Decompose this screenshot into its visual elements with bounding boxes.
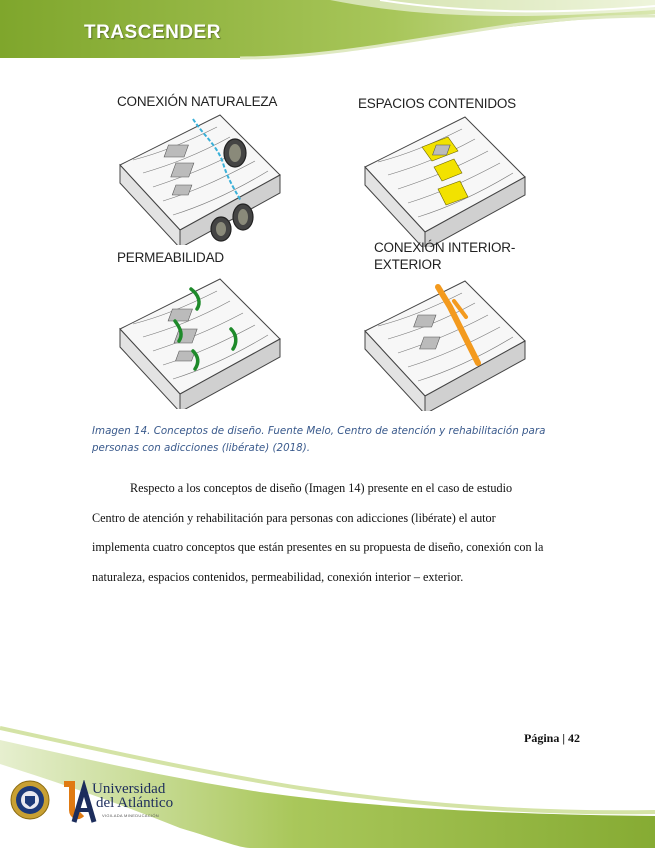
tree-icon [233,204,253,230]
university-subtitle: VIGILADA MINEDUCACIÓN [102,813,159,818]
body-line3: implementa cuatro conceptos que están presentes en su propuesta de diseño, conexión con la [92,540,544,554]
university-logos [10,780,200,830]
panel-permeabilidad [105,245,335,405]
document-title: TRASCENDER [84,22,221,43]
terrain-diagram [105,269,335,409]
tree-icon [224,139,246,167]
page-number: Página | 42 [524,731,580,745]
university-name [92,782,173,810]
panel-label [374,239,515,273]
figure-caption [92,423,572,457]
panel-label-line1: CONEXIÓN INTERIOR- [374,240,516,255]
terrain-diagram [350,271,580,411]
university-name-line1: Universidad [92,781,166,797]
panel-conexion-naturaleza [105,85,335,245]
university-name-line2: del Atlántico [96,795,174,811]
panel-conexion-interior-exterior [350,235,580,395]
panel-label-line2: EXTERIOR [374,257,442,272]
terrain-diagram [350,107,580,247]
panel-espacios-contenidos [350,85,580,245]
panel-label: CONEXIÓN NATURALEZA [117,94,278,109]
seal-logo [10,780,50,820]
body-line2: Centro de atención y rehabilitación para personas con adicciones (libérate) el autor [92,510,496,525]
body-line4: naturaleza, espacios contenidos, permeabilidad, conexión interior – exterior. [92,569,464,584]
page-header [0,0,655,70]
panel-label: PERMEABILIDAD [117,250,224,265]
body-paragraph [92,474,580,592]
body-line1: Respecto a los conceptos de diseño (Imagen 14) presente en el caso de estudio [130,481,513,495]
panel-label: ESPACIOS CONTENIDOS [358,96,516,111]
caption-line2: personas con adicciones (libérate) (2018). [92,442,311,454]
tree-icon [211,217,231,241]
terrain-diagram [105,105,335,245]
design-concepts-figure [105,85,575,415]
caption-line1: Imagen 14. Conceptos de diseño. Fuente Melo, Centro de atención y rehabilitación para [92,425,546,437]
